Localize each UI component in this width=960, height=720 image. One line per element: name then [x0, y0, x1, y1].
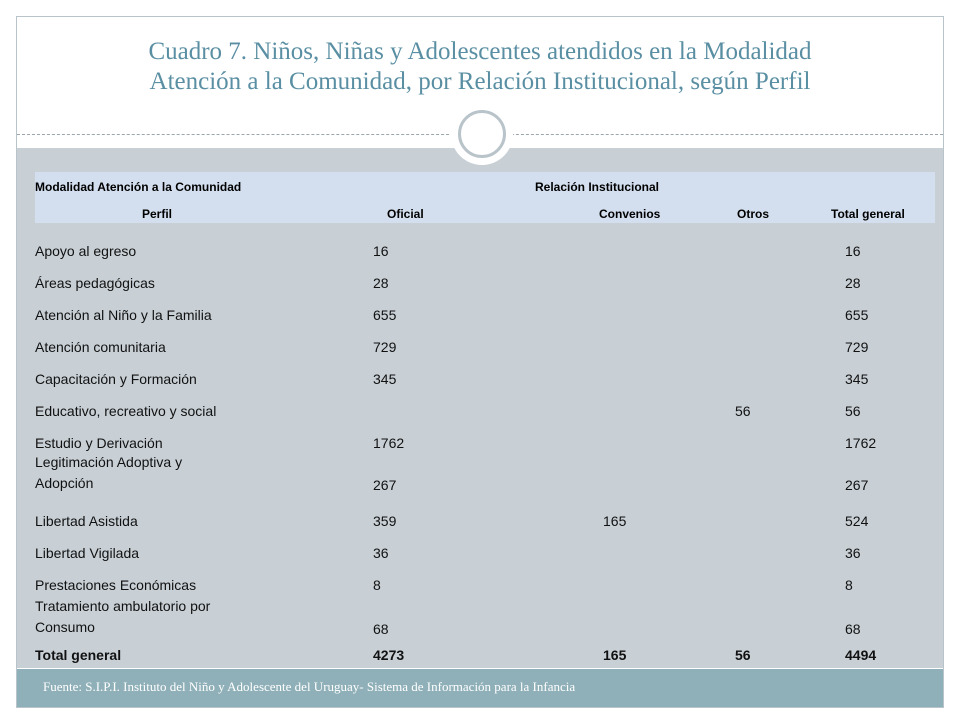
cell-total: 36 — [845, 545, 861, 561]
cell-oficial: 28 — [373, 275, 389, 291]
slide-frame — [16, 16, 944, 708]
cell-oficial: 345 — [373, 371, 397, 387]
cell-perfil: Libertad Vigilada — [35, 545, 140, 561]
total-cell-otros: 56 — [735, 647, 751, 663]
cell-total: 524 — [845, 513, 869, 529]
cell-oficial: 1762 — [373, 435, 405, 451]
cell-total: 8 — [845, 577, 853, 593]
cell-total: 56 — [845, 403, 861, 419]
cell-perfil: Apoyo al egreso — [35, 243, 137, 259]
slide-title — [17, 37, 943, 97]
cell-total: 729 — [845, 339, 869, 355]
col-header-total: Total general — [831, 207, 905, 221]
title-line-2: Atención a la Comunidad, por Relación Institucional, según Perfil — [149, 68, 811, 95]
cell-oficial: 68 — [373, 621, 389, 637]
source-text: Fuente: S.I.P.I. Instituto del Niño y Adolescente del Uruguay- Sistema de Información para la Infancia — [43, 679, 576, 694]
cell-perfil: Atención comunitaria — [35, 339, 166, 355]
cell-total: 68 — [845, 621, 861, 637]
cell-oficial: 359 — [373, 513, 397, 529]
total-label: Total general — [35, 647, 122, 663]
col-header-convenios: Convenios — [599, 207, 661, 221]
col-header-perfil: Perfil — [142, 207, 173, 221]
cell-otros: 56 — [735, 403, 751, 419]
cell-perfil: Libertad Asistida — [35, 513, 138, 529]
title-line-1: Cuadro 7. Niños, Niñas y Adolescentes atendidos en la Modalidad — [148, 38, 812, 65]
total-cell-total: 4494 — [845, 647, 877, 663]
cell-total: 16 — [845, 243, 861, 259]
cell-total: 1762 — [845, 435, 877, 451]
cell-perfil: Legitimación Adoptiva y Adopción — [35, 454, 183, 491]
col-header-oficial: Oficial — [387, 207, 424, 221]
total-cell-oficial: 4273 — [373, 647, 405, 663]
cell-perfil: Capacitación y Formación — [35, 371, 197, 387]
cell-oficial: 8 — [373, 577, 381, 593]
cell-total: 655 — [845, 307, 869, 323]
total-cell-convenios: 165 — [603, 647, 627, 663]
cell-perfil: Tratamiento ambulatorio por Consumo — [35, 598, 211, 635]
cell-convenios: 165 — [603, 513, 627, 529]
ornament-ring-icon — [458, 110, 506, 158]
header-group-right: Relación Institucional — [535, 180, 660, 194]
cell-oficial: 36 — [373, 545, 389, 561]
cell-perfil: Prestaciones Económicas — [35, 577, 197, 593]
cell-oficial: 16 — [373, 243, 389, 259]
cell-total: 28 — [845, 275, 861, 291]
cell-perfil: Atención al Niño y la Familia — [35, 307, 212, 323]
cell-total: 345 — [845, 371, 869, 387]
cell-oficial: 267 — [373, 477, 397, 493]
header-group-left: Modalidad Atención a la Comunidad — [35, 180, 242, 194]
source-footer — [17, 669, 943, 707]
cell-oficial: 655 — [373, 307, 397, 323]
cell-total: 267 — [845, 477, 869, 493]
cell-oficial: 729 — [373, 339, 397, 355]
col-header-otros: Otros — [737, 207, 770, 221]
cell-perfil: Áreas pedagógicas — [35, 275, 155, 291]
cell-perfil: Estudio y Derivación — [35, 435, 163, 451]
cell-perfil: Educativo, recreativo y social — [35, 403, 217, 419]
